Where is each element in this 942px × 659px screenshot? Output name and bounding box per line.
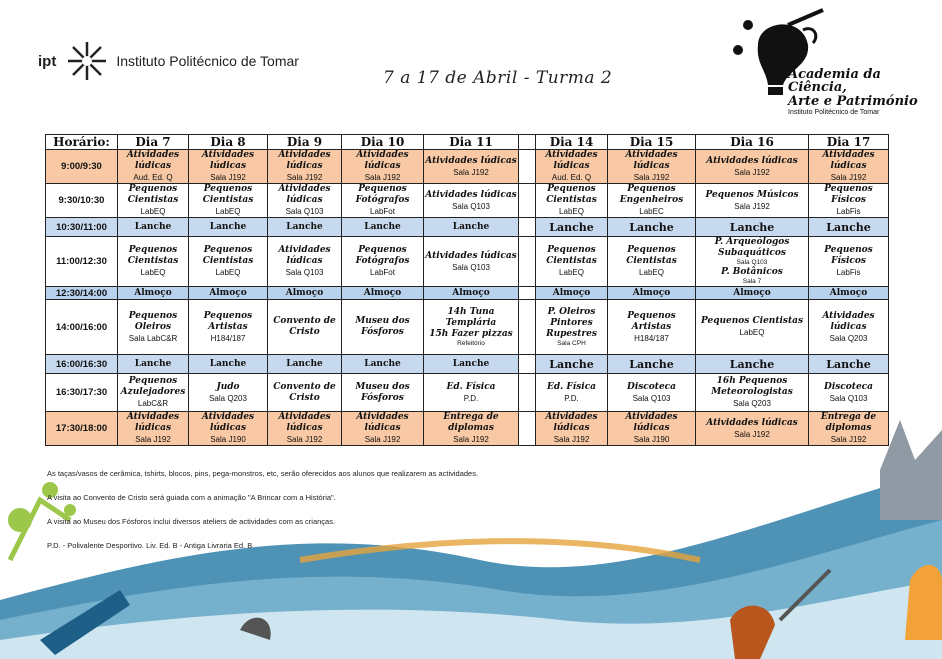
break-label: Almoço (363, 287, 402, 298)
schedule-cell (424, 218, 519, 237)
room-label: Sala J192 (364, 173, 401, 182)
activity-label: Atividades lúdicas (625, 412, 678, 433)
schedule-cell (608, 374, 696, 412)
day-header: Dia 11 (424, 135, 519, 150)
activity-label: Entrega de diplomas (443, 412, 499, 433)
activity-label: Pequenos Artistas (627, 310, 676, 332)
room-label: LabEQ (639, 268, 664, 277)
schedule-cell (536, 412, 608, 446)
table-row (46, 237, 889, 287)
schedule-cell (424, 374, 519, 412)
time-cell: 11:00/12:30 (46, 237, 118, 287)
break-label: Lanche (452, 358, 490, 369)
room-label: P.D. (463, 393, 479, 403)
gap-cell (519, 300, 536, 355)
activity-label: 14h Tuna Templária (445, 306, 497, 328)
day-header: Dia 10 (342, 135, 424, 150)
activity-label: Atividades lúdicas (126, 412, 180, 433)
schedule-cell (342, 150, 424, 184)
day-header: Dia 9 (268, 135, 342, 150)
ipt-star-icon (64, 38, 110, 84)
time-cell: 14:00/16:00 (46, 300, 118, 355)
room-label: LabFot (370, 207, 395, 216)
schedule-cell (118, 412, 189, 446)
day-header: Dia 7 (118, 135, 189, 150)
room-label: Sala J192 (286, 173, 323, 182)
activity-label: Pequenos Cientistas (700, 316, 804, 326)
room-label: LabEQ (140, 207, 166, 216)
break-label: Lanche (364, 221, 401, 232)
room-label: Sala J192 (830, 173, 867, 182)
room-label: Sala Q103 (452, 262, 490, 272)
schedule-cell (608, 218, 696, 237)
schedule-cell (809, 355, 889, 374)
gap-cell (519, 135, 536, 150)
academy-line3: Instituto Politécnico de Tomar (788, 109, 880, 116)
schedule-cell (118, 287, 189, 300)
schedule-cell (189, 300, 268, 355)
room-label: Refeitório (457, 339, 485, 347)
break-label: Almoço (134, 287, 172, 298)
schedule-cell (424, 184, 519, 218)
activity-label: Atividades lúdicas (425, 189, 517, 200)
schedule-cell (118, 237, 189, 287)
activity-label: P. Oleiros (547, 306, 596, 317)
schedule-cell (268, 218, 342, 237)
table-row (46, 355, 889, 374)
room-label: LabFot (370, 268, 395, 277)
room-label: Sala LabC&R (128, 333, 178, 343)
room-label: Sala Q103 (285, 207, 324, 216)
schedule-cell (608, 150, 696, 184)
room-label: Sala CPH (557, 339, 586, 347)
schedule-cell (424, 237, 519, 287)
activity-label: Atividades lúdicas (822, 310, 875, 332)
activity-label: Pequenos Artistas (203, 310, 253, 332)
activity-label: Museu dos Fósforos (355, 381, 410, 403)
room-label: Sala Q103 (632, 393, 671, 403)
table-row (46, 300, 889, 355)
notes (47, 469, 478, 565)
schedule-cell (809, 374, 889, 412)
schedule-cell (809, 237, 889, 287)
activity-label: Pequenos Cientistas (127, 245, 179, 266)
schedule-cell (536, 374, 608, 412)
schedule-cell (342, 412, 424, 446)
activity-label: Atividades lúdicas (425, 155, 517, 166)
break-label: Lanche (134, 221, 172, 232)
activity-label: Atividades lúdicas (356, 150, 409, 171)
room-label: P.D. (564, 393, 579, 403)
room-label: LabEQ (559, 268, 584, 277)
room-label: LabEC (639, 207, 664, 216)
room-label: Sala J192 (830, 435, 867, 444)
note-3: A visita ao Museu dos Fósforos inclui diversos ateliers de actividades com as crianças. (47, 517, 336, 526)
schedule-cell (696, 237, 809, 287)
room-label: Sala J192 (734, 167, 770, 177)
room-label: Sala J192 (734, 429, 770, 439)
break-label: Lanche (729, 221, 775, 234)
activity-label: Pequenos Cientistas (127, 184, 179, 205)
institution-name: Instituto Politécnico de Tomar (116, 53, 299, 69)
gap-cell (519, 287, 536, 300)
schedule-cell (268, 150, 342, 184)
table-row (46, 287, 889, 300)
gap-cell (519, 412, 536, 446)
institution-logo (38, 38, 299, 84)
break-label: Lanche (452, 221, 490, 232)
break-label: Lanche (629, 358, 674, 371)
schedule-cell (809, 218, 889, 237)
time-cell: 10:30/11:00 (46, 218, 118, 237)
activity-label: Pintores Rupestres (546, 317, 597, 339)
schedule-cell (268, 237, 342, 287)
schedule-cell (189, 150, 268, 184)
gap-cell (519, 237, 536, 287)
table-row (46, 374, 889, 412)
room-label: Sala J192 (734, 201, 770, 211)
schedule-cell (696, 300, 809, 355)
activity-label: 15h Fazer pizzas (429, 328, 513, 339)
activity-label: Pequenos Azulejadores (120, 376, 186, 397)
room-label: LabEQ (215, 268, 241, 277)
room-label: Sala J192 (210, 173, 246, 182)
activity-label: Atividades lúdicas (126, 150, 180, 171)
activity-label: Atividades lúdicas (278, 184, 331, 205)
schedule-cell (342, 300, 424, 355)
break-label: Lanche (549, 358, 594, 371)
schedule-cell (536, 237, 608, 287)
time-cell: 9:30/10:30 (46, 184, 118, 218)
schedule-cell (424, 355, 519, 374)
corner-cell: Horário: (46, 135, 118, 150)
room-label: Aud. Ed. Q (551, 173, 592, 182)
schedule-cell (342, 218, 424, 237)
schedule-cell (268, 412, 342, 446)
break-label: Lanche (826, 221, 871, 234)
schedule-cell (342, 374, 424, 412)
day-header: Dia 8 (189, 135, 268, 150)
time-cell: 16:30/17:30 (46, 374, 118, 412)
room-label: LabEQ (739, 328, 765, 337)
activity-label: Pequenos Engenheiros (619, 184, 684, 205)
gap-cell (519, 374, 536, 412)
schedule-cell (608, 412, 696, 446)
activity-label: Atividades lúdicas (706, 417, 798, 428)
schedule-cell (608, 184, 696, 218)
schedule-cell (536, 184, 608, 218)
day-header: Dia 15 (608, 135, 696, 150)
room-label: LabFis (836, 207, 861, 216)
schedule-cell (268, 374, 342, 412)
room-label: Sala J192 (135, 435, 171, 444)
room-label: Sala Q103 (452, 201, 490, 211)
activity-label: Atividades lúdicas (706, 155, 798, 166)
table-row (46, 218, 889, 237)
time-cell: 9:00/9:30 (46, 150, 118, 184)
schedule-cell (342, 237, 424, 287)
schedule-cell (809, 412, 889, 446)
activity-label: Convento de Cristo (273, 316, 336, 337)
activity-label: Ed. Física (446, 381, 496, 392)
break-label: Almoço (829, 287, 868, 298)
academy-line2: Arte e Património (788, 94, 918, 109)
schedule-cell (536, 150, 608, 184)
activity-label: Atividades lúdicas (278, 245, 331, 266)
room-label: LabEQ (215, 207, 241, 216)
activity-label: Pequenos Cientistas (202, 184, 254, 205)
schedule-cell (424, 287, 519, 300)
schedule-cell (696, 374, 809, 412)
room-label: LabEQ (140, 268, 166, 277)
schedule-cell (696, 184, 809, 218)
room-label: Sala J192 (364, 435, 401, 444)
activity-label: Discoteca (824, 381, 873, 392)
time-cell: 17:30/18:00 (46, 412, 118, 446)
activity-label: P. Arqueólogos (714, 237, 790, 247)
academy-line1: Academia da Ciência, (788, 67, 881, 95)
schedule-cell (118, 355, 189, 374)
schedule-cell (342, 355, 424, 374)
activity-label: Ed. Física (546, 381, 597, 392)
room-label: Sala 7 (742, 278, 762, 285)
activity-label: Entrega de diplomas (820, 412, 877, 433)
break-label: Lanche (364, 358, 401, 369)
schedule-cell (268, 300, 342, 355)
schedule-cell (608, 300, 696, 355)
schedule-cell (536, 218, 608, 237)
room-label: Sala J192 (553, 435, 590, 444)
schedule-cell (809, 287, 889, 300)
break-label: Lanche (549, 221, 594, 234)
schedule-cell (189, 184, 268, 218)
break-label: Lanche (286, 358, 323, 369)
schedule-cell (809, 150, 889, 184)
time-cell: 12:30/14:00 (46, 287, 118, 300)
activity-label: P. Botânicos (721, 267, 783, 277)
room-label: LabFis (836, 268, 861, 277)
break-label: Lanche (729, 358, 775, 371)
schedule-cell (189, 287, 268, 300)
break-label: Almoço (452, 287, 490, 298)
room-label: LabEQ (559, 207, 584, 216)
schedule-cell (608, 237, 696, 287)
activity-label: Convento de Cristo (273, 381, 336, 403)
table-row (46, 412, 889, 446)
activity-label: Pequenos Cientistas (546, 184, 597, 205)
break-label: Lanche (209, 358, 247, 369)
time-cell: 16:00/16:30 (46, 355, 118, 374)
schedule-cell (189, 374, 268, 412)
schedule-cell (536, 287, 608, 300)
schedule-cell (424, 412, 519, 446)
break-label: Almoço (733, 287, 771, 298)
note-4: P.D. - Polivalente Desportivo. Liv. Ed. B - Antiga Livraria Ed. B (47, 541, 253, 550)
room-label: Sala J192 (453, 167, 489, 177)
break-label: Lanche (134, 358, 172, 369)
table-row (46, 150, 889, 184)
activity-label: Atividades lúdicas (278, 150, 331, 171)
schedule-cell (268, 355, 342, 374)
activity-label: Atividades lúdicas (625, 150, 678, 171)
room-label: Sala Q103 (829, 393, 868, 403)
schedule-cell (189, 412, 268, 446)
schedule-cell (189, 237, 268, 287)
schedule-cell (118, 184, 189, 218)
activity-label: Pequenos Fotógrafos (355, 245, 410, 266)
activity-label: Atividades lúdicas (545, 150, 598, 171)
activity-label: Atividades lúdicas (201, 412, 255, 433)
note-1: As taças/vasos de cerâmica, tshirts, blocos, pins, pega-monstros, etc, serão oferecidos aos alunos que realizarem as actividades. (47, 469, 479, 478)
day-header: Dia 17 (809, 135, 889, 150)
activity-label: Pequenos Físicos (824, 245, 873, 266)
gap-cell (519, 355, 536, 374)
schedule-cell (189, 355, 268, 374)
activity-label: Subaquáticos (718, 248, 786, 258)
activity-label: Atividades lúdicas (278, 412, 331, 433)
room-label: H184/187 (210, 333, 246, 343)
schedule-cell (424, 300, 519, 355)
room-label: Sala Q103 (285, 268, 324, 277)
schedule-cell (809, 300, 889, 355)
schedule-cell (536, 300, 608, 355)
day-header: Dia 16 (696, 135, 809, 150)
room-label: Sala J192 (286, 435, 323, 444)
break-label: Almoço (552, 287, 591, 298)
schedule-table (45, 134, 889, 446)
academy-name (788, 68, 942, 116)
activity-label: Atividades lúdicas (822, 150, 875, 171)
schedule-cell (424, 150, 519, 184)
room-label: Sala Q103 (736, 259, 768, 266)
activity-label: Pequenos Músicos (705, 189, 799, 200)
room-label: Sala Q203 (733, 399, 771, 408)
room-label: Sala Q203 (209, 393, 247, 403)
room-label: Aud. Ed. Q (133, 173, 173, 182)
schedule-cell (608, 355, 696, 374)
schedule-cell (268, 287, 342, 300)
note-2: A visita ao Convento de Cristo será guiada com a animação "A Brincar com a História". (47, 493, 336, 502)
room-label: Sala J192 (633, 173, 670, 182)
room-label: Sala J190 (210, 435, 246, 444)
gap-cell (519, 150, 536, 184)
schedule-cell (696, 412, 809, 446)
page-title: 7 a 17 de Abril - Turma 2 (383, 68, 613, 88)
activity-label: Pequenos Físicos (824, 184, 873, 205)
break-label: Almoço (209, 287, 247, 298)
ipt-abbr: ipt (38, 52, 57, 70)
room-label: LabC&R (137, 399, 169, 408)
activity-label: Pequenos Fotógrafos (355, 184, 410, 205)
day-header: Dia 14 (536, 135, 608, 150)
activity-label: Pequenos Cientistas (546, 245, 597, 266)
schedule-cell (608, 287, 696, 300)
schedule-cell (189, 218, 268, 237)
room-label: Sala J192 (453, 435, 489, 444)
schedule-cell (536, 355, 608, 374)
activity-label: Atividades lúdicas (545, 412, 598, 433)
activity-label: 16h Pequenos Meteorologistas (711, 376, 793, 397)
schedule-cell (809, 184, 889, 218)
activity-label: Museu dos Fósforos (355, 316, 410, 337)
gap-cell (519, 218, 536, 237)
activity-label: Judo (216, 381, 240, 392)
break-label: Lanche (209, 221, 247, 232)
schedule-cell (342, 184, 424, 218)
activity-label: Pequenos Cientistas (626, 245, 677, 266)
activity-label: Pequenos Oleiros (128, 310, 178, 332)
schedule-cell (118, 150, 189, 184)
table-row (46, 184, 889, 218)
activity-label: Discoteca (627, 381, 676, 392)
activity-label: Atividades lúdicas (425, 250, 517, 261)
schedule-cell (342, 287, 424, 300)
break-label: Lanche (629, 221, 674, 234)
activity-label: Atividades lúdicas (201, 150, 255, 171)
schedule-cell (268, 184, 342, 218)
break-label: Almoço (632, 287, 671, 298)
break-label: Lanche (826, 358, 871, 371)
break-label: Lanche (286, 221, 323, 232)
schedule-cell (696, 287, 809, 300)
schedule-cell (696, 218, 809, 237)
schedule-cell (118, 300, 189, 355)
room-label: Sala J190 (633, 435, 670, 444)
break-label: Almoço (285, 287, 324, 298)
header-row (46, 135, 889, 150)
room-label: Sala Q203 (829, 333, 868, 343)
activity-label: Atividades lúdicas (356, 412, 409, 433)
schedule-cell (696, 150, 809, 184)
schedule-cell (118, 374, 189, 412)
room-label: H184/187 (634, 333, 669, 343)
activity-label: Pequenos Cientistas (202, 245, 254, 266)
schedule-cell (696, 355, 809, 374)
schedule-cell (118, 218, 189, 237)
gap-cell (519, 184, 536, 218)
